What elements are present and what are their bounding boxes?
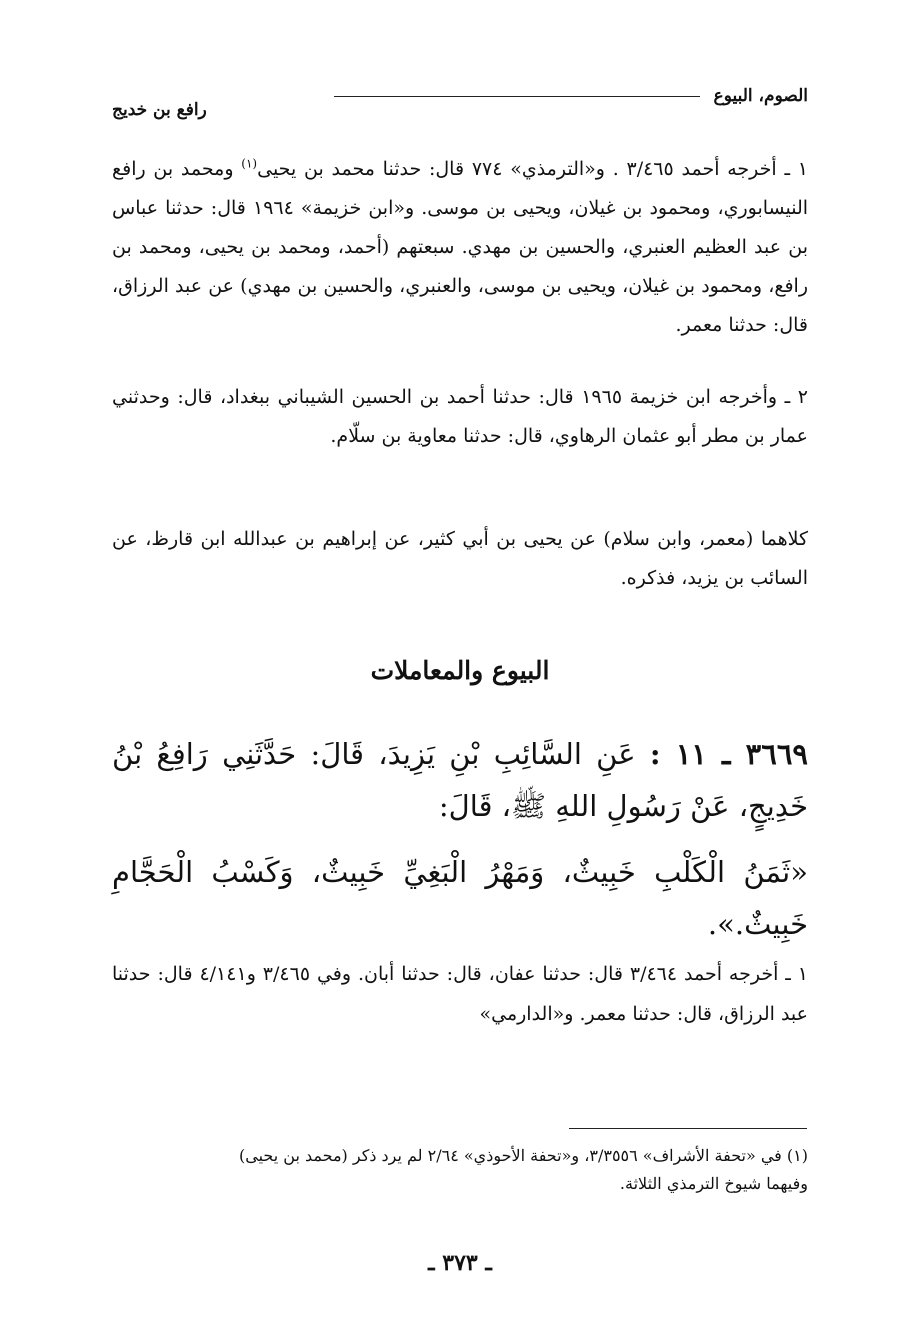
takhrij-1-line-2: ومحمد بن رافع النيسابوري، ومحمود بن غيلان، ويحيى بن موسى. و«ابن خزيمة» [112, 158, 809, 219]
takhrij-2-line-1: ٢ ـ وأخرجه ابن خزيمة ١٩٦٥ قال: حدثنا أحمد بن الحسين الشيباني [277, 386, 808, 408]
running-header [112, 86, 808, 120]
takhrij-1-line-3: ١٩٦٤ قال: حدثنا عباس بن عبد العظيم العنبري، والحسين بن مهدي. [112, 197, 808, 258]
takhrij-paragraph-2 [112, 378, 808, 456]
takhrij-1-line-5: موسى، والعنبري، والحسين بن مهدي) عن عبد الرزاق، قال: حدثنا معمر. [112, 275, 808, 336]
takhrij-2-line-3: سلّام. [330, 425, 376, 447]
takhrij-paragraph-1 [112, 150, 808, 345]
takhrij-1-line-1: ١ ـ أخرجه أحمد ٣/٤٦٥ . و«الترمذي» ٧٧٤ قال: حدثنا محمد بن يحيى [257, 158, 808, 180]
footnote-line-1: (١) في «تحفة الأشراف» ٣/٣٥٥٦، و«تحفة الأحوذي» ٢/٦٤ لم يرد ذكر (محمد بن يحيى) [239, 1146, 808, 1165]
hadith-number: ٣٦٦٩ ـ ١١ : [649, 737, 808, 771]
takhrij-paragraph-3 [112, 954, 808, 1034]
page-number: ـ ٣٧٣ ـ [428, 1250, 492, 1276]
hadith-isnad-text: عَنِ السَّائِبِ بْنِ يَزِيدَ، قَالَ: حَدَّثَنِي رَافِعُ بْنُ خَدِيجٍ، عَنْ رَسُولِ اللهِ ﷺ، قَالَ: [112, 737, 808, 823]
kilahuma-line-1: كلاهما (معمر، وابن سلام) عن يحيى بن أبي كثير، عن إبراهيم بن عبدالله [233, 528, 808, 550]
hadith-isnad [112, 728, 808, 832]
kilahuma-line-2: ابن قارظ، عن السائب بن يزيد، فذكره. [112, 528, 808, 589]
takhrij-2-line-2: ببغداد، قال: وحدثني عمار بن مطر أبو عثمان الرهاوي، قال: حدثنا معاوية بن [112, 386, 808, 447]
takhrij-3-line-2: ٣/٤٦٥ و٤/١٤١ قال: حدثنا عبد الرزاق، قال: حدثنا معمر. و«الدارمي» [112, 963, 808, 1025]
footnote [112, 1142, 808, 1198]
footnote-reference[interactable]: (١) [241, 156, 258, 171]
takhrij-1-line-4: سبعتهم (أحمد، ومحمد بن يحيى، ومحمد بن رافع، ومحمود بن غيلان، ويحيى بن [112, 236, 809, 297]
footnote-line-2: وفيهما شيوخ الترمذي الثلاثة. [619, 1174, 808, 1193]
footnote-rule [569, 1128, 807, 1129]
header-chapter-title: الصوم، البيوع [713, 86, 808, 106]
section-title: البيوع والمعاملات [370, 656, 550, 685]
takhrij-3-line-1: ١ ـ أخرجه أحمد ٣/٤٦٤ قال: حدثنا عفان، قال: حدثنا أبان. وفي [316, 963, 808, 985]
header-rule [334, 96, 700, 97]
header-companion-title: رافع بن خديج [112, 100, 207, 120]
kilahuma-paragraph [112, 520, 808, 598]
hadith-matn [112, 846, 808, 950]
hadith-matn-text: «ثَمَنُ الْكَلْبِ خَبِيثٌ، وَمَهْرُ الْبَغِيِّ خَبِيثٌ، وَكَسْبُ الْحَجَّامِ خَبِيثٌ.». [112, 855, 808, 941]
